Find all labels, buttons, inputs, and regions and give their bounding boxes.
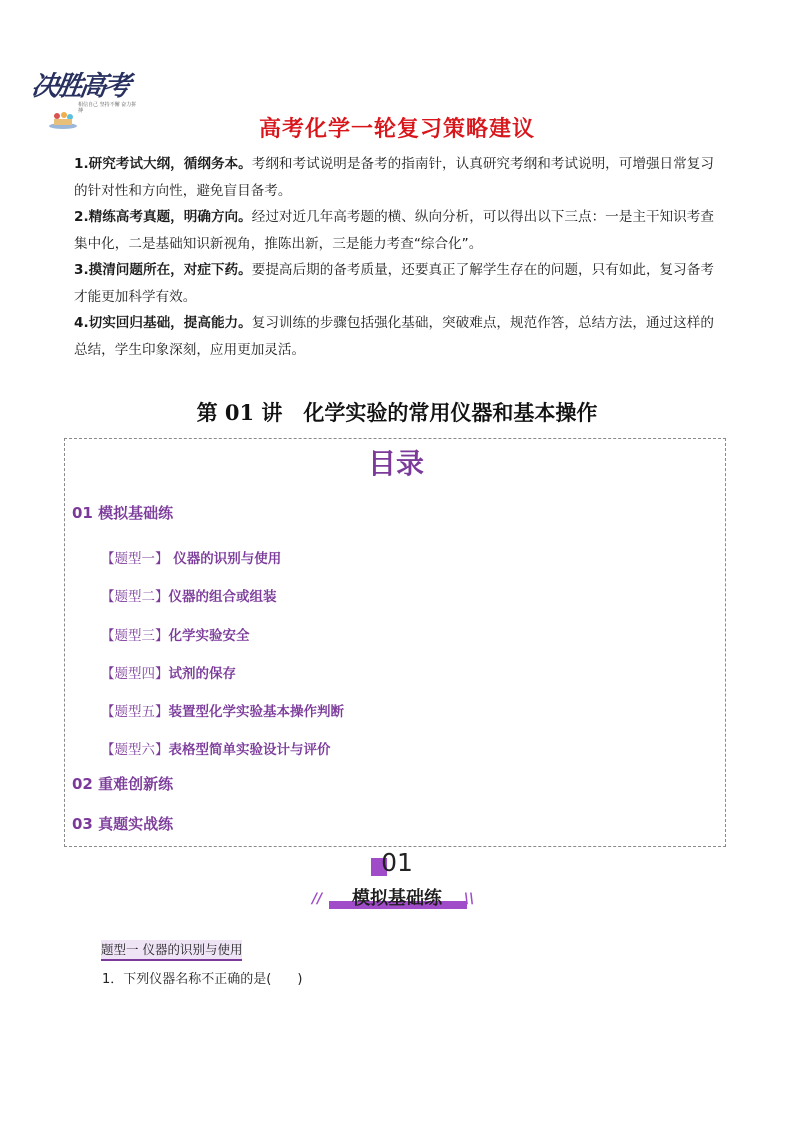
toc-item-link[interactable] bbox=[101, 662, 236, 682]
main-title: 高考化学一轮复习策略建议 bbox=[258, 117, 535, 142]
question-text: 1．下列仪器名称不正确的是( ) bbox=[102, 972, 303, 987]
advice-item bbox=[74, 257, 726, 310]
toc-item-title: 试剂的保存 bbox=[168, 666, 236, 682]
toc-item-link[interactable] bbox=[101, 700, 344, 720]
toc-heading: 目录 bbox=[367, 447, 424, 480]
toc-item-title: 装置型化学实验基本操作判断 bbox=[168, 704, 344, 720]
toc-item-link[interactable] bbox=[101, 738, 331, 758]
part-title-banner bbox=[310, 880, 484, 912]
advice-body: 考纲和考试说明是备考的指南针，认真研究考纲和考试说明，可增强日常复习的针对性和方向性，避免盲目备考。 bbox=[74, 156, 714, 199]
toc-item-tag: 【题型二】 bbox=[101, 589, 169, 605]
toc-section-link[interactable]: 03 真题实战练 bbox=[72, 815, 174, 833]
advice-item bbox=[74, 204, 726, 257]
toc-item-tag: 【题型五】 bbox=[101, 704, 169, 720]
advice-lead: 1.研究考试大纲，循纲务本。 bbox=[74, 156, 252, 172]
advice-lead: 3.摸清问题所在，对症下药。 bbox=[74, 262, 252, 278]
advice-body: 复习训练的步骤包括强化基础，突破难点，规范作答，总结方法，通过这样的总结，学生印象深刻，应用更加灵活。 bbox=[74, 315, 714, 358]
advice-item bbox=[74, 310, 726, 363]
advice-body: 经过对近几年高考题的横、纵向分析，可以得出以下三点：一是主干知识考查集中化，二是基础知识新视角，推陈出新，三是能力考查“综合化”。 bbox=[74, 209, 714, 252]
toc-item-link[interactable] bbox=[101, 547, 281, 567]
table-of-contents bbox=[64, 438, 726, 847]
logo-slogan: 相信自己 坚持不懈 奋力拼搏 bbox=[78, 102, 137, 114]
section-label: 题型一 仪器的识别与使用 bbox=[101, 940, 242, 961]
toc-item-title: 化学实验安全 bbox=[168, 628, 250, 644]
lecture-number: 01 bbox=[224, 400, 255, 425]
toc-item-tag: 【题型四】 bbox=[101, 666, 169, 682]
toc-item-tag: 【题型一】 bbox=[101, 551, 169, 567]
advice-lead: 2.精练高考真题，明确方向。 bbox=[74, 209, 252, 225]
lecture-title bbox=[0, 397, 794, 427]
left-slash-decoration: // bbox=[312, 891, 323, 907]
advice-list bbox=[74, 151, 726, 363]
toc-item-link[interactable] bbox=[101, 624, 250, 644]
advice-body: 要提高后期的备考质量，还要真正了解学生存在的问题，只有如此，复习备考才能更加科学有效。 bbox=[74, 262, 714, 305]
part-number: 01 bbox=[381, 848, 413, 877]
logo-text: 决胜高考 bbox=[29, 71, 130, 102]
advice-item bbox=[74, 151, 726, 204]
advice-lead: 4.切实回归基础，提高能力。 bbox=[74, 315, 252, 331]
toc-item-tag: 【题型六】 bbox=[101, 742, 169, 758]
toc-item-link[interactable] bbox=[101, 585, 277, 605]
toc-item-title: 仪器的组合或组装 bbox=[168, 589, 277, 605]
part-title: 模拟基础练 bbox=[352, 888, 442, 909]
toc-item-tag: 【题型三】 bbox=[101, 628, 169, 644]
lecture-name: 讲 化学实验的常用仪器和基本操作 bbox=[254, 401, 598, 425]
toc-section-link[interactable]: 01 模拟基础练 bbox=[72, 504, 174, 522]
toc-item-title: 仪器的识别与使用 bbox=[168, 551, 282, 567]
toc-section-link[interactable]: 02 重难创新练 bbox=[72, 775, 174, 793]
right-slash-decoration: \\ bbox=[464, 891, 475, 907]
lecture-prefix: 第 bbox=[196, 401, 225, 425]
toc-item-title: 表格型简单实验设计与评价 bbox=[168, 742, 331, 758]
